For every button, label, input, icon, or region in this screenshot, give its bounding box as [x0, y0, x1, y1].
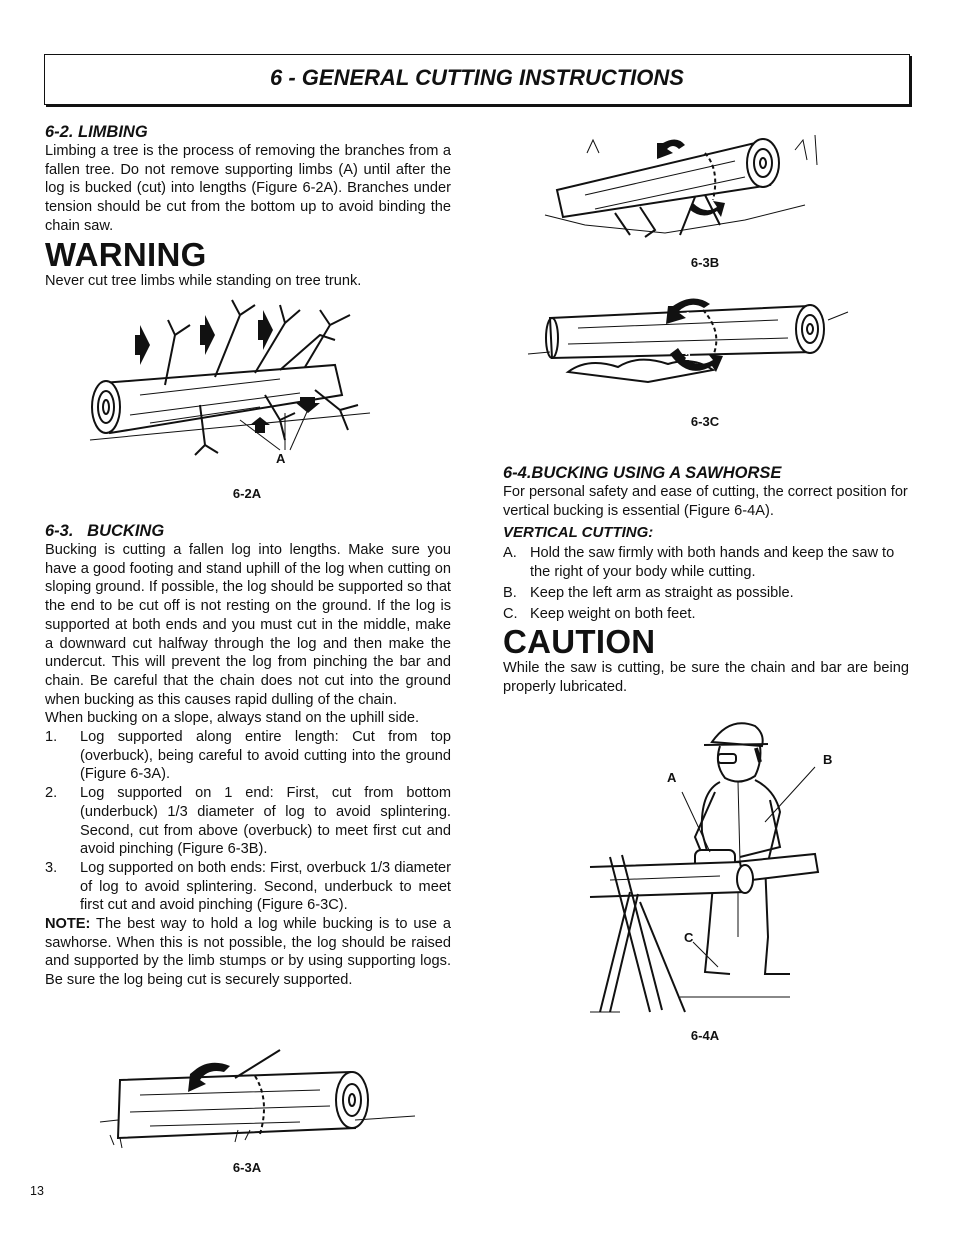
bucking-heading: 6-3. BUCKING [45, 522, 165, 540]
figure-6-3a-label: 6-3A [232, 1160, 262, 1175]
section-title: 6 - GENERAL CUTTING INSTRUCTIONS [270, 65, 684, 90]
limbing-text: Limbing a tree is the process of removing the branches from a fallen tree. Do not remove supporting limbs (A) until after the log is bucked (cut) into lengths (Figure 6-2A). Branches under tension should be cut from the bottom up to avoid binding the chain saw. [45, 143, 451, 234]
figure-6-2a-label: 6-2A [232, 486, 262, 501]
vertical-cutting-heading: VERTICAL CUTTING: [503, 524, 654, 542]
callout-a-limbing: A [276, 451, 286, 466]
bucking-note [45, 915, 451, 990]
cut-marker-2-c: 2 [685, 352, 691, 363]
limbing-section [45, 122, 451, 290]
page-number: 13 [30, 1184, 44, 1198]
sawhorse-section [503, 463, 909, 697]
underbuck-one-end-illustration [545, 125, 825, 240]
sawhorse-heading: 6-4.BUCKING USING A SAWHORSE [503, 464, 782, 482]
figure-6-4a [590, 712, 840, 1017]
overbuck-illustration [100, 1050, 420, 1150]
overbuck-both-ends-illustration [528, 292, 858, 392]
cut-marker-1: 1 [685, 311, 691, 322]
list-item: 1. Log supported along entire length: Cut from top (overbuck), being careful to avoid cutting into the ground (Figure 6-3A). [45, 729, 451, 783]
figure-6-4a-label: 6-4A [690, 1028, 720, 1043]
callout-a-sawhorse: A [667, 770, 677, 785]
section-header-box [44, 54, 910, 105]
figure-6-3c [528, 292, 858, 392]
figure-6-3b [545, 125, 825, 240]
list-item: 2. Log supported on 1 end: First, cut from bottom (underbuck) 1/3 diameter of log to avoid splintering. Second, cut from above (overbuck) to meet first cut and avoid pinching (Figure 6-3B). [45, 785, 451, 858]
limbing-illustration [80, 295, 380, 465]
list-item: 3. Log supported on both ends: First, overbuck 1/3 diameter of log to avoid splintering. Second, underbuck to meet first cut and avoid pinching (Figure 6-3C). [45, 859, 451, 914]
callout-b-sawhorse: B [823, 752, 833, 767]
bucking-text: Bucking is cutting a fallen log into lengths. Make sure you have a good footing and stand uphill of the log when cutting on sloping ground. If possible, the log should be supported so that the end to be cut off is not resting on the ground. If the log is supported at both ends and you must cut in the middle, make a downward cut halfway through the log and then make the undercut. This will prevent the log from pinching the bar and chain. Be careful that the chain does not cut into the ground when bucking as this causes rapid dulling of the chain. [45, 542, 451, 708]
sawhorse-text: For personal safety and ease of cutting, the correct position for vertical bucking is essential (Figure 6-4A). [503, 484, 908, 519]
cut-marker-2-b: 2 [671, 149, 677, 160]
bucking-section [45, 521, 451, 990]
figure-6-2a [80, 295, 380, 465]
list-item: A. Hold the saw firmly with both hands and keep the saw to the right of your body while cutting. [503, 545, 895, 581]
note-text: The best way to hold a log while bucking is to use a sawhorse. When this is not possible, the log should be raised and supported by the limb stumps or by using supporting logs. Be sure the log being cut is securely supported. [45, 916, 451, 989]
vertical-cutting-list [503, 544, 909, 623]
limbing-heading: 6-2. LIMBING [45, 123, 148, 141]
bucking-list [45, 728, 451, 915]
callout-c-sawhorse: C [684, 930, 694, 945]
figure-6-3a [100, 1050, 420, 1150]
list-item: C. Keep weight on both feet. [503, 605, 696, 622]
caution-text: While the saw is cutting, be sure the chain and bar are being properly lubricated. [503, 660, 909, 695]
note-label: NOTE: [45, 916, 91, 933]
sawhorse-bucking-illustration [590, 712, 840, 1017]
figure-6-3c-label: 6-3C [690, 414, 720, 429]
caution-title: CAUTION [503, 623, 656, 661]
figure-6-3b-label: 6-3B [690, 255, 720, 270]
warning-title: WARNING [45, 235, 207, 273]
bucking-slope-text: When bucking on a slope, always stand on the uphill side. [45, 710, 419, 727]
warning-text: Never cut tree limbs while standing on tree trunk. [45, 272, 362, 289]
list-item: B. Keep the left arm as straight as possible. [503, 584, 794, 601]
